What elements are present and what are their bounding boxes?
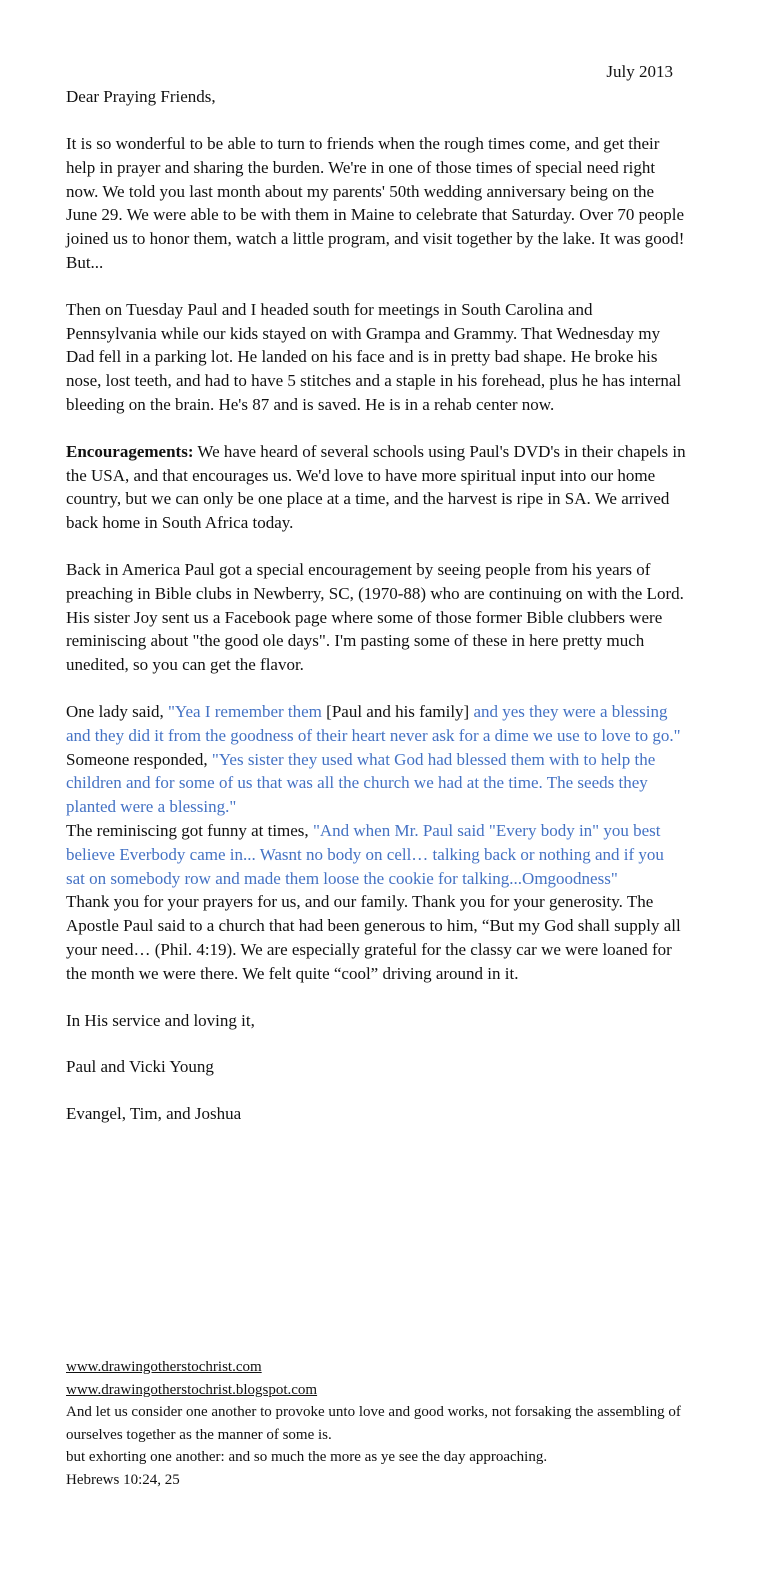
paragraph-encouragements <box>66 440 686 535</box>
paragraph-anniversary: It is so wonderful to be able to turn to friends when the rough times come, and get their help in prayer and sharing the burden. We're in one of those times of special need right now. We told you last month about my parents' 50th wedding anniversary being on the June 29. We were able to be with them in Maine to celebrate that Saturday. Over 70 people joined us to honor them, watch a little program, and visit together by the lake. It was good! But... <box>66 134 685 272</box>
paragraph-dad-fall: Then on Tuesday Paul and I headed south for meetings in South Carolina and Pennsylvania while our kids stayed on with Grampa and Grammy. That Wednesday my Dad fell in a parking lot. He landed on his face and is in pretty bad shape. He broke his nose, lost teeth, and had to have 5 stitches and a staple in his forehead, plus he has internal bleeding on the brain. He's 87 and is saved. He is in a rehab center now. <box>66 299 682 414</box>
signature: Paul and Vicki Young <box>66 1057 214 1077</box>
quote-response <box>66 748 686 819</box>
closing-line: In His service and loving it, <box>66 1010 255 1030</box>
quote-funny-intro: The reminiscing got funny at times, <box>66 820 313 840</box>
salutation: Dear Praying Friends, <box>66 87 216 106</box>
verse-line-1: And let us consider one another to provoke unto love and good works, not forsaking the assembling of ourselves together as the manner of some is. <box>66 1404 681 1443</box>
letter-date: July 2013 <box>606 62 673 81</box>
verse-line-2: but exhorting one another: and so much the more as ye see the day approaching. <box>66 1449 548 1465</box>
quote-lady-text-2: and yes they were a blessing and they did it from the goodness of their heart never ask for a dime we use to love to go." <box>66 701 681 745</box>
paragraph-bible-clubs: Back in America Paul got a special encouragement by seeing people from his years of preaching in Bible clubs in Newberry, SC, (1970-88) who are continuing on with the Lord. His sister Joy sent us a Facebook page where some of those former Bible clubbers were reminiscing about "the good ole days". I'm pasting some of these in here pretty much unedited, so you can get the flavor. <box>66 559 684 675</box>
footer <box>66 1356 686 1491</box>
encouragements-text: We have heard of several schools using Paul's DVD's in their chapels in the USA, and that encourages us. We'd love to have more spiritual input into our home country, but we can only be one place at a time, and the harvest is ripe in SA. We arrived back home in South Africa today. <box>66 441 686 533</box>
quote-lady-intro: One lady said, <box>66 701 168 721</box>
quote-response-intro: Someone responded, <box>66 749 212 769</box>
verse-reference: Hebrews 10:24, 25 <box>66 1471 180 1488</box>
paragraph-thanks: Thank you for your prayers for us, and our family. Thank you for your generosity. The Apostle Paul said to a church that had been generous to him, “But my God shall supply all your need… (Phil. 4:19). We are especially grateful for the classy car we were loaned for the month we were there. We felt quite “cool” driving around in it. <box>66 892 681 983</box>
quote-response-text: "Yes sister they used what God had blessed them with to help the children and for some of us that was all the church we had at the time. The seeds they planted were a blessing." <box>66 749 656 817</box>
letter-body <box>66 132 686 1149</box>
children-names: Evangel, Tim, and Joshua <box>66 1104 242 1124</box>
quote-funny-text: "And when Mr. Paul said "Every body in" you best believe Everbody came in... Wasnt no body on cell… talking back or nothing and if you sat on somebody row and made them loose the cookie for talking...Omgoodness" <box>66 820 664 888</box>
quote-lady-text-1: "Yea I remember them <box>167 701 327 721</box>
encouragements-heading: Encouragements: <box>66 441 194 461</box>
quote-lady-bracket: [Paul and his family] <box>326 701 470 721</box>
website-link[interactable]: www.drawingotherstochrist.com <box>66 1359 262 1375</box>
blog-link[interactable]: www.drawingotherstochrist.blogspot.com <box>66 1381 318 1398</box>
quote-funny <box>66 819 686 890</box>
quote-lady <box>66 700 686 748</box>
